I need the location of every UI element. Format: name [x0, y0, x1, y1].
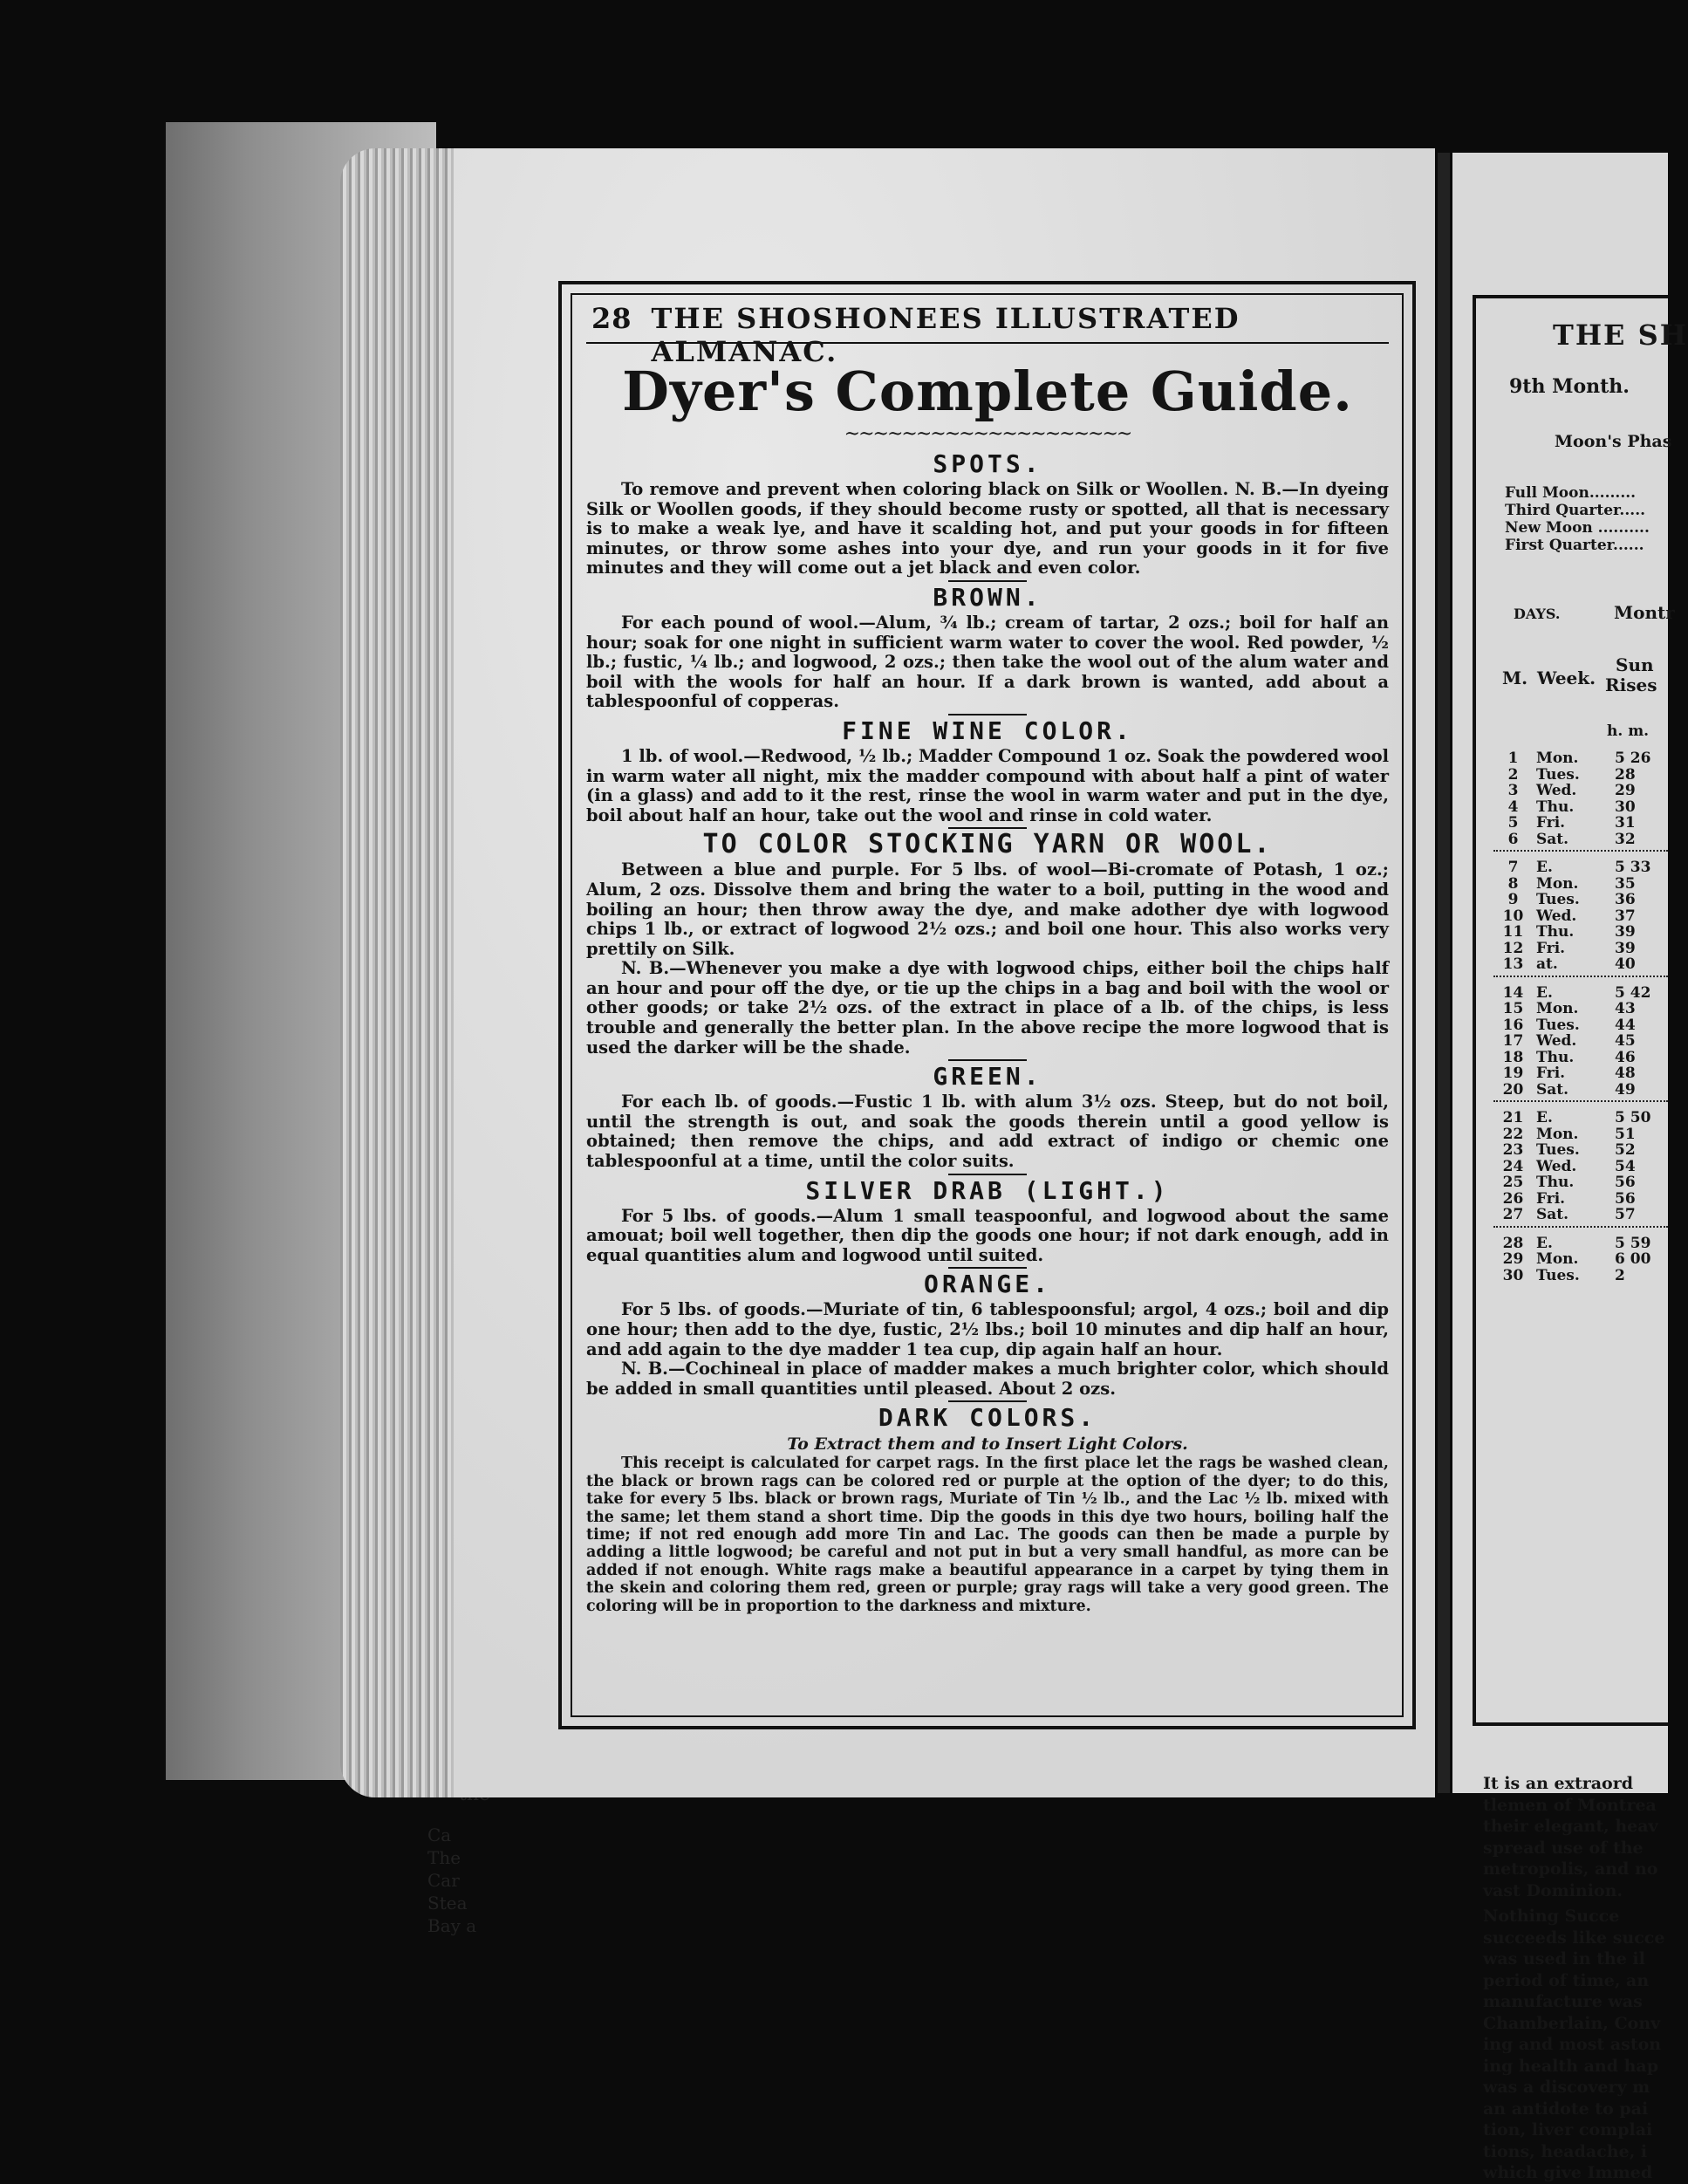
day-number: 2 [1507, 765, 1519, 784]
day-row [1493, 1207, 1668, 1223]
section-rule [948, 1267, 1027, 1269]
day-weekday: Thu. [1536, 923, 1575, 941]
day-number: 23 [1502, 1141, 1524, 1159]
sun-rises: 39 [1615, 923, 1636, 941]
sun-rises: 54 [1615, 1157, 1636, 1175]
note-line: their elegant, heav [1483, 1817, 1658, 1836]
day-row [1493, 1110, 1668, 1126]
day-row [1493, 1174, 1668, 1191]
day-weekday: at. [1536, 955, 1558, 973]
section-paragraph: This receipt is calculated for carpet rags. In the first place let the rags be washed clean, the black or brown rags can be colored red or purple at the option of the dyer; to do this, take for every 5 lbs. black or brown rags, Muriate of Tin ½ lb., and the Lac ½ lb. mixed with the same; let them stand a short time. Dip the goods in this dye two hours, boiling half the time; if not red enough add more Tin and Lac. The goods can then be made a purple by adding a little logwood; be careful and not put in but a very small handful, as more can be added if not enough. White rags make a beautiful appearance in a carpet by tying them in the skein and coloring them red, green or purple; gray rags will take a very good green. The coloring will be in proportion to the darkness and mixture. [586, 1455, 1389, 1615]
sun-rises: 45 [1615, 1032, 1636, 1050]
section-heading: ORANGE. [923, 1270, 1051, 1299]
right-notes-b [1483, 1906, 1668, 2184]
day-number: 29 [1502, 1250, 1524, 1268]
day-weekday: Fri. [1536, 1065, 1566, 1082]
note-line: ing health and hap [1483, 2056, 1659, 2076]
right-notes-a [1483, 1773, 1668, 1901]
montreal-label: Montr [1614, 602, 1675, 623]
day-weekday: Tues. [1536, 765, 1580, 784]
day-row [1493, 1159, 1668, 1175]
section-paragraph: 1 lb. of wool.—Redwood, ½ lb.; Madder Compound 1 oz. Soak the powdered wool in warm water all night, mix the madder compound with about half a pint of water (in a glass) and add to it the rest, rinse the wool in warm water and put in the dye, boil about half an hour, take out the wool and rinse in cold water. [586, 745, 1389, 825]
day-row [1493, 799, 1668, 816]
day-row [1493, 815, 1668, 832]
day-row [1493, 1268, 1668, 1284]
day-number: 6 [1507, 830, 1519, 848]
sun-rises: 5 50 [1615, 1109, 1651, 1126]
section-heading: TO COLOR STOCKING YARN OR WOOL. [702, 829, 1273, 860]
sun-rises: 56 [1615, 1189, 1636, 1208]
col-hm-header: h. m. [1607, 722, 1650, 740]
col-rises-header: Rises [1605, 674, 1657, 695]
sections-container [586, 450, 1389, 1615]
note-line: was a discovery m [1483, 2078, 1650, 2097]
day-number: 20 [1502, 1080, 1524, 1099]
note-line: manufacture was [1483, 1992, 1643, 2011]
col-m-header: M. [1502, 668, 1528, 688]
day-number: 4 [1507, 798, 1519, 816]
day-weekday: Fri. [1536, 1189, 1566, 1208]
day-number: 30 [1502, 1266, 1524, 1284]
day-weekday: Tues. [1536, 1266, 1580, 1284]
day-weekday: E. [1536, 983, 1553, 1002]
section-heading: FINE WINE COLOR. [842, 715, 1133, 745]
day-row [1493, 783, 1668, 799]
day-row [1493, 1191, 1668, 1208]
day-weekday: Tues. [1536, 1141, 1580, 1159]
note-line: which give Immed [1483, 2163, 1653, 2182]
day-weekday: E. [1536, 859, 1553, 876]
day-number: 22 [1502, 1125, 1524, 1143]
day-weekday: Wed. [1536, 907, 1577, 925]
day-number: 1 [1507, 750, 1519, 767]
day-number: 19 [1502, 1065, 1524, 1082]
day-row [1493, 1251, 1668, 1268]
day-row [1493, 1236, 1668, 1252]
fragment-line: The [427, 1847, 461, 1868]
sun-rises: 56 [1615, 1174, 1636, 1191]
right-page-title: THE SH [1553, 318, 1688, 352]
day-number: 8 [1507, 874, 1519, 893]
sun-rises: 51 [1615, 1125, 1636, 1143]
section-rule [948, 1059, 1027, 1061]
sun-rises: 44 [1615, 1016, 1636, 1034]
day-number: 10 [1502, 907, 1524, 925]
section-subheading: To Extract them and to Insert Light Colors. [787, 1434, 1188, 1455]
day-weekday: Sat. [1536, 830, 1569, 848]
day-number: 24 [1502, 1157, 1524, 1175]
day-row [1493, 859, 1668, 876]
sun-rises: 30 [1615, 798, 1636, 816]
day-weekday: Sat. [1536, 1206, 1569, 1223]
sun-rises: 39 [1615, 939, 1636, 957]
section-paragraph: Between a blue and purple. For 5 lbs. of wool—Bi-cromate of Potash, 1 oz.; Alum, 2 ozs. Dissolve them and bring the water to a boil, putting in the wood and boiling an hour; then throw away the dye, and make adother dye with logwood chips 1 lb., or extract of logwood 2½ ozs.; and boil one hour. This also works very prettily on Silk. [586, 859, 1389, 959]
section-rule [948, 580, 1027, 582]
page-number: 28 [591, 302, 632, 335]
note-line: ing and most aston [1483, 2035, 1662, 2054]
day-number: 14 [1502, 983, 1524, 1002]
moon-phase-item: New Moon .......... [1505, 519, 1650, 537]
left-fragment-bottom-lines [427, 1824, 506, 1937]
day-weekday: Wed. [1536, 782, 1577, 799]
fragment-line: Bay a [427, 1915, 477, 1936]
day-weekday: Mon. [1536, 1000, 1579, 1017]
day-row [1493, 1126, 1668, 1143]
running-header [586, 297, 1389, 368]
day-number: 3 [1507, 782, 1519, 799]
note-line: tion, liver complai [1483, 2120, 1653, 2139]
title-flourish: ~~~~~~~~~~~~~~~~~~~~ [844, 423, 1131, 445]
day-row [1493, 1082, 1668, 1099]
section-paragraph: N. B.—Whenever you make a dye with logwood chips, either boil the chips half an hour and pour off the dye, or tie up the chips in a bag and boil with the wool or other goods; or take 2½ ozs. of the extract in place of a lb. of the chips, is less trouble and generally the better plan. In the above recipe the more logwood that is used the darker will be the shade. [586, 958, 1389, 1058]
day-row [1493, 985, 1668, 1002]
day-row [1493, 1017, 1668, 1034]
day-row [1493, 924, 1668, 941]
day-row [1493, 750, 1668, 767]
section-heading: SILVER DRAB (LIGHT.) [805, 1175, 1170, 1205]
note-line: Chamberlain, Conv [1483, 2013, 1661, 2033]
note-line: period of time, an [1483, 1970, 1650, 1990]
section-heading: GREEN. [933, 1062, 1042, 1092]
note-line: an antidote to pai [1483, 2098, 1649, 2119]
week-separator [1493, 1226, 1668, 1236]
note-line: metropolis, and no [1483, 1859, 1658, 1879]
note-line: It is an extraord [1483, 1774, 1634, 1793]
sun-rises: 49 [1615, 1080, 1636, 1099]
day-row [1493, 876, 1668, 893]
page-title: Dyer's Complete Guide. [622, 359, 1353, 423]
moon-phase-item: Third Quarter..... [1505, 502, 1646, 519]
days-table [1493, 750, 1668, 1284]
day-row [1493, 1142, 1668, 1159]
sun-rises: 43 [1615, 1000, 1636, 1017]
section-heading: BROWN. [933, 582, 1042, 612]
day-weekday: E. [1536, 1109, 1553, 1126]
day-number: 26 [1502, 1189, 1524, 1208]
week-separator [1493, 976, 1668, 985]
days-label: DAYS. [1514, 606, 1561, 622]
fragment-line: Stea [427, 1893, 468, 1914]
day-number: 17 [1502, 1032, 1524, 1050]
day-number: 25 [1502, 1174, 1524, 1191]
moon-phase-item: Full Moon......... [1505, 484, 1637, 502]
note-line: succeeds like succe [1483, 1927, 1665, 1948]
sun-rises: 37 [1615, 907, 1636, 925]
sun-rises: 57 [1615, 1206, 1636, 1223]
gutter [1438, 153, 1450, 1793]
day-number: 16 [1502, 1016, 1524, 1034]
section-heading: SPOTS. [933, 449, 1042, 478]
section-paragraph: For each lb. of goods.—Fustic 1 lb. with alum 3½ ozs. Steep, but do not boil, until the strength is out, and soak the goods therein until a good yellow is obtained; then remove the chips, and add extract of indigo or chemic one tablespoonful at a time, until the color suits. [586, 1092, 1389, 1172]
day-weekday: Fri. [1536, 939, 1566, 957]
day-weekday: Sat. [1536, 1080, 1569, 1099]
day-number: 21 [1502, 1109, 1524, 1126]
day-number: 9 [1507, 891, 1519, 908]
note-line: tions, headache, i [1483, 2141, 1648, 2161]
day-number: 12 [1502, 939, 1524, 957]
fragment-line: Car [427, 1870, 460, 1891]
running-title: THE SHOSHONEES ILLUSTRATED ALMANAC. [651, 302, 1240, 368]
day-row [1493, 908, 1668, 925]
col-sun-header: Sun [1616, 654, 1654, 675]
day-weekday: Thu. [1536, 1048, 1575, 1066]
section-paragraph: For 5 lbs. of goods.—Alum 1 small teaspoonful, and logwood about the same amouat; boil well together, then dip the goods one hour; if not dark enough, add in equal quantities alum and logwood until suited. [586, 1205, 1389, 1265]
day-weekday: Tues. [1536, 1016, 1580, 1034]
sun-rises: 35 [1615, 874, 1636, 893]
sun-rises: 6 00 [1615, 1250, 1651, 1268]
day-weekday: Mon. [1536, 750, 1579, 767]
sun-rises: 5 26 [1615, 750, 1651, 767]
sun-rises: 29 [1615, 782, 1636, 799]
fragment-line: Ca [427, 1825, 452, 1845]
day-row [1493, 1033, 1668, 1050]
day-weekday: Tues. [1536, 891, 1580, 908]
section-rule [948, 714, 1027, 715]
section-rule [948, 1174, 1027, 1175]
sun-rises: 28 [1615, 765, 1636, 784]
day-row [1493, 941, 1668, 957]
day-row [1493, 1050, 1668, 1066]
sun-rises: 32 [1615, 830, 1636, 848]
day-row [1493, 1001, 1668, 1017]
day-number: 27 [1502, 1206, 1524, 1223]
day-weekday: Mon. [1536, 1125, 1579, 1143]
day-weekday: Wed. [1536, 1157, 1577, 1175]
moon-phase-item: First Quarter...... [1505, 537, 1644, 554]
day-weekday: E. [1536, 1234, 1553, 1252]
day-number: 11 [1502, 923, 1524, 941]
day-row [1493, 1065, 1668, 1082]
day-weekday: Thu. [1536, 798, 1575, 816]
section-heading: DARK COLORS. [878, 1403, 1097, 1433]
moon-phases-list [1505, 484, 1650, 554]
note-line: spread use of the [1483, 1838, 1644, 1858]
note-line: Nothing Succe [1483, 1907, 1620, 1926]
sun-rises: 46 [1615, 1048, 1636, 1066]
sun-rises: 5 59 [1615, 1234, 1651, 1252]
day-weekday: Mon. [1536, 1250, 1579, 1268]
sun-rises: 5 33 [1615, 859, 1651, 876]
day-row [1493, 767, 1668, 784]
note-line: vast Dominion. [1483, 1880, 1623, 1900]
day-number: 13 [1502, 955, 1524, 973]
note-line: was used in the il [1483, 1949, 1645, 1968]
sun-rises: 48 [1615, 1065, 1636, 1082]
section-rule [948, 1400, 1027, 1402]
day-row [1493, 892, 1668, 908]
day-number: 15 [1502, 1000, 1524, 1017]
section-paragraph: N. B.—Cochineal in place of madder makes a much brighter color, which should be added in small quantities until pleased. About 2 ozs. [586, 1359, 1389, 1399]
day-number: 5 [1507, 814, 1519, 832]
sun-rises: 52 [1615, 1141, 1636, 1159]
day-weekday: Thu. [1536, 1174, 1575, 1191]
sun-rises: 40 [1615, 955, 1636, 973]
day-weekday: Fri. [1536, 814, 1566, 832]
day-number: 28 [1502, 1234, 1524, 1252]
day-row [1493, 956, 1668, 973]
section-paragraph: For each pound of wool.—Alum, ¾ lb.; cream of tartar, 2 ozs.; boil for half an hour; soak for one night in sufficient warm water to cover the wool. Red powder, ½ lb.; fustic, ¼ lb.; and logwood, 2 ozs.; then take the wool out of the alum water and boil with the wools for half an hour. If a dark brown is wanted, add about a tablespoonful of copperas. [586, 612, 1389, 712]
day-number: 7 [1507, 859, 1519, 876]
section-paragraph: To remove and prevent when coloring black on Silk or Woollen. N. B.—In dyeing Silk or Woollen goods, if they should become rusty or spotted, all that is necessary is to make a weak lye, and have it scalding hot, and put your goods in for fifteen minutes, or throw some ashes into your dye, and run your goods in it for five minutes and they will come out a jet black and even color. [586, 479, 1389, 579]
sun-rises: 31 [1615, 814, 1636, 832]
day-weekday: Wed. [1536, 1032, 1577, 1050]
note-line: tlemen of Montrea [1483, 1795, 1657, 1815]
sun-rises: 5 42 [1615, 983, 1651, 1002]
sun-rises: 2 [1615, 1266, 1625, 1284]
sun-rises: 36 [1615, 891, 1636, 908]
right-page-month: 9th Month. [1509, 375, 1630, 398]
day-weekday: Mon. [1536, 874, 1579, 893]
day-number: 18 [1502, 1048, 1524, 1066]
moon-phases-heading: Moon's Phas [1555, 432, 1672, 451]
section-paragraph: For 5 lbs. of goods.—Muriate of tin, 6 tablespoonsful; argol, 4 ozs.; boil and dip one hour; then add to the dye, fustic, 2½ lbs.; boil 10 minutes and dip half an hour, and add again to the dye madder 1 tea cup, dip again half an hour. [586, 1299, 1389, 1359]
page-content [586, 297, 1389, 1715]
col-week-header: Week. [1537, 668, 1596, 688]
day-row [1493, 832, 1668, 848]
